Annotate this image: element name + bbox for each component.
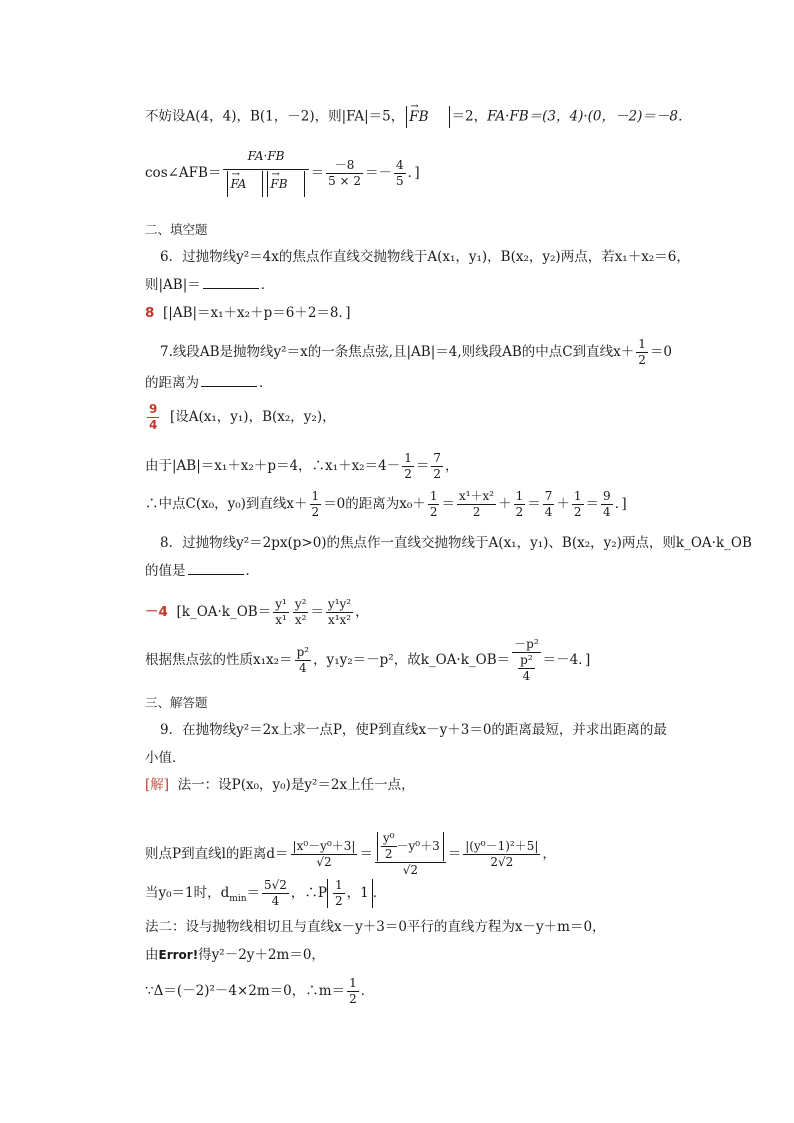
solution-9-method-2: 法二：设与抛物线相切且与直线x－y＋3＝0平行的直线方程为x－y＋m＝0， <box>145 919 606 935</box>
question-8-line-1: 8．过抛物线y²＝2px(p>0)的焦点作一直线交抛物线于A(x₁，y₁)、B(x₂，y₂)两点，则k_OA·k_OB <box>160 535 752 551</box>
solution-9-line-1: [解] 法一：设P(x₀，y₀)是y²＝2x上任一点， <box>145 777 415 793</box>
question-6-line-2: 则|AB|＝ ． <box>145 277 275 293</box>
section-fill-in-blank: 二、填空题 <box>145 222 208 237</box>
abs-bar-left <box>406 106 407 128</box>
answer-7-line-2: 由于|AB|＝x₁＋x₂＋p＝4，∴x₁＋x₂＝4－ $\frac{1}{2}$ ＝ $\frac{7}{2}$ ， <box>145 451 459 482</box>
question-8-line-2: 的值是 ． <box>145 563 259 579</box>
solution-9-system: 由Error!得y²－2y＋2m＝0， <box>145 947 325 963</box>
question-7-line-2: 的距离为 ． <box>145 375 273 391</box>
answer-8-line-1: －4 [k_OA·k_OB＝ $\frac{\text{y¹}}{\text{x¹}}$ $\frac{\text{y²}}{\text{x²}}$ ＝ $\frac{\text{y¹y²}}{\text{x¹x²}}$ ， <box>145 597 369 628</box>
cos-fraction: FA·FB → FA→ FB <box>223 150 308 197</box>
answer-blank <box>201 386 257 387</box>
solution-9-min: 当y₀＝1时，$d_{min}=$ $\frac{5√2}{4}$ ，∴P $\frac{1}{2}$ ，1 ． <box>145 878 387 909</box>
question-9-line-1: 9．在抛物线y²＝2x上求一点P，使P到直线x－y＋3＝0的距离最短，并求出距离的最 <box>160 722 667 738</box>
answer-blank <box>203 288 259 289</box>
error-marker: Error! <box>158 948 199 962</box>
solution-tag: [解] <box>145 777 170 793</box>
question-7-line-1: 7.线段AB是抛物线y²＝x的一条焦点弦,且|AB|＝4,则线段AB的中点C到直线x＋ $\frac{1}{2}$ ＝0 <box>160 337 672 368</box>
section-answer-questions: 三、解答题 <box>145 695 208 710</box>
answer-8-line-2: 根据焦点弦的性质x₁x₂＝ $\frac{\text{p²}}{4}$ ，y₁y₂＝－p²，故k_OA·k_OB＝ $\frac{\text{－p²}}{\frac{\text{p²}}{4}}$ ＝－4．] <box>145 637 591 684</box>
line-cos-afb: cos∠AFB＝ FA·FB → FA→ FB ＝ $\frac{-8}{5 \times 2}$ ＝－ $\frac{4}{5}$ ．] <box>145 150 420 197</box>
solution-9-discriminant: ∵Δ＝(－2)²－4×2m＝0，∴m＝ $\frac{1}{2}$ ． <box>145 976 375 1007</box>
answer-7-line-3: ∴中点C(x₀，y₀)到直线x＋ $\frac{1}{2}$ ＝0的距离为x₀＋ $\frac{1}{2}$ ＝ $\frac{\text{x¹＋x²}}{2}$ ＋ $\frac{1}{2}$ ＝ $\frac{7}{4}$ ＋ $\frac{1}{2}$ ＝ $\frac{9}{4}$ ．] <box>145 489 627 520</box>
answer-6: 8 [|AB|＝x₁＋x₂＋p＝6＋2＝8．] <box>145 305 351 321</box>
question-9-line-2: 小值． <box>145 750 186 766</box>
answer-blank <box>188 574 244 575</box>
dot-product: FA·FB＝(3，4)·(0，－2)＝－8． <box>487 108 692 125</box>
question-6-line-1: 6．过抛物线y²＝4x的焦点作直线交抛物线于A(x₁，y₁)，B(x₂，y₂)两点，若x₁＋x₂＝6， <box>160 249 690 265</box>
line-vector-setup: 不妨设A(4，4)，B(1，－2)，则|FA|＝5，→ FB ＝2，FA·FB＝(3，4)·(0，－2)＝－8． <box>145 106 691 128</box>
answer-7-line-1: $\frac{9}{4}$ [设A(x₁，y₁)，B(x₂，y₂)， <box>149 402 336 433</box>
solution-9-distance: 则点P到直线l的距离d＝ $\frac{\text{|x⁰－y⁰＋3|}}{√2}$ ＝ $\frac{\text{y⁰}}{2}$ －y⁰＋3 √2 ＝ $\frac{\text{|(y⁰－1)²＋5|}}{2√2}$ ， <box>145 831 556 878</box>
vector-fb: → FB <box>409 111 428 125</box>
abs-bar-right <box>449 106 450 128</box>
